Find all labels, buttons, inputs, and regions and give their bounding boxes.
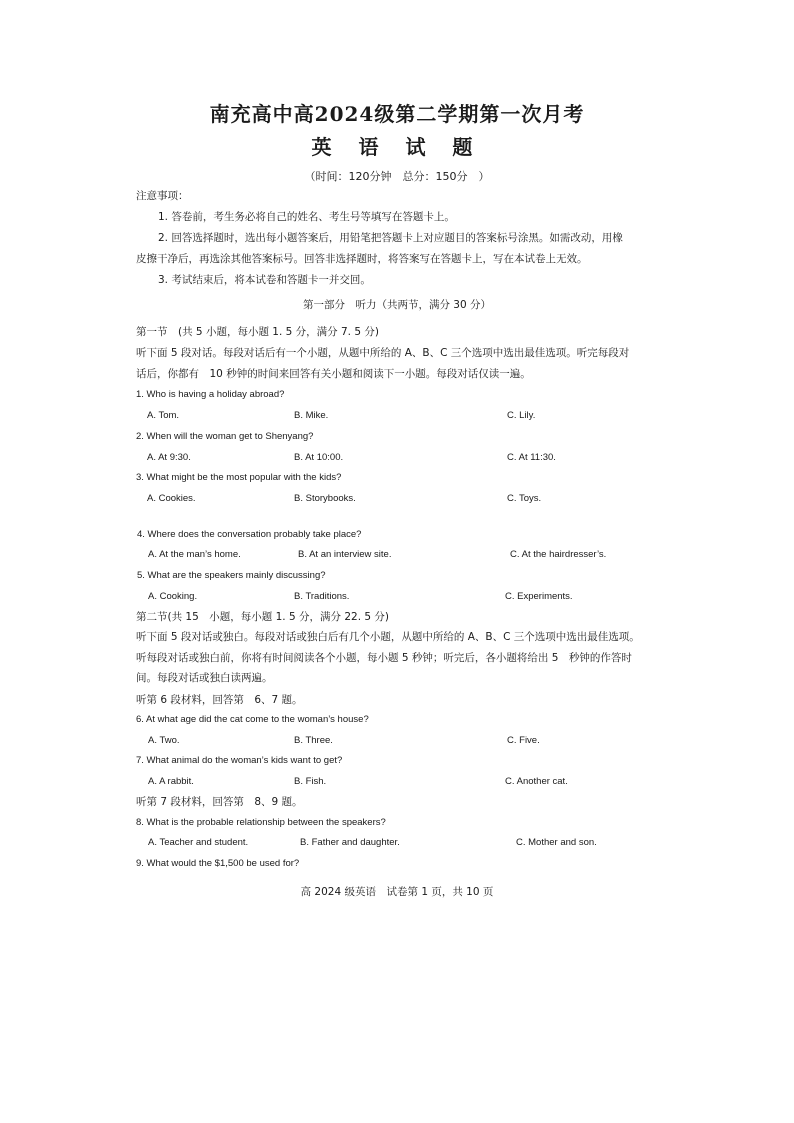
question-6-option-a: A. Two. [148, 735, 180, 746]
question-7-option-c: C. Another cat. [505, 776, 568, 787]
question-8-option-b: B. Father and daughter. [300, 837, 400, 848]
section2-instructions-a: 听下面 5 段对话或独白。每段对话或独白后有几个小题，从题中所给的 A、B、C 三个选项中选出最佳选项。 [136, 631, 640, 643]
question-8: 8. What is the probable relationship between the speakers? [136, 817, 386, 828]
question-4-option-c: C. At the hairdresser’s. [510, 549, 607, 560]
question-4-option-a: A. At the man’s home. [148, 549, 241, 560]
question-7-option-b: B. Fish. [294, 776, 327, 787]
question-1-option-c: C. Lily. [507, 410, 536, 421]
notice-item-2a: 2. 回答选择题时，选出每小题答案后，用铅笔把答题卡上对应题目的答案标号涂黑。如需改动，用橡 [158, 232, 623, 244]
section1-instructions-b: 话后，你都有 10 秒钟的时间来回答有关小题和阅读下一小题。每段对话仅读一遍。 [136, 368, 531, 380]
question-7: 7. What animal do the woman’s kids want to get? [136, 755, 343, 766]
part1-heading: 第一部分 听力（共两节，满分 30 分） [302, 299, 492, 311]
question-6-option-b: B. Three. [294, 735, 333, 746]
question-3-option-b: B. Storybooks. [294, 493, 356, 504]
question-2-option-c: C. At 11:30. [507, 452, 556, 463]
question-3: 3. What might be the most popular with the kids? [136, 472, 342, 483]
time-info: （时间：120分钟 总分：150分 ） [304, 170, 490, 183]
page-footer: 高 2024 级英语 试卷第 1 页，共 10 页 [300, 886, 494, 898]
section1-instructions-a: 听下面 5 段对话。每段对话后有一个小题，从题中所给的 A、B、C 三个选项中选出最佳选项。听完每段对 [136, 347, 630, 359]
question-9: 9. What would the $1,500 be used for? [136, 858, 300, 869]
question-5: 5. What are the speakers mainly discussing? [137, 570, 326, 581]
question-1: 1. Who is having a holiday abroad? [136, 389, 285, 400]
question-3-option-a: A. Cookies. [147, 493, 196, 504]
section2-instructions-b: 听每段对话或独白前，你将有时间阅读各个小题，每小题 5 秒钟；听完后，各小题将给出 5 秒钟的作答时 [136, 652, 632, 664]
notice-heading: 注意事项： [136, 190, 189, 202]
question-5-option-c: C. Experiments. [505, 591, 573, 602]
section2-instructions-c: 间。每段对话或独白读两遍。 [136, 672, 273, 684]
material-7-heading: 听第 7 段材料，回答第 8、9 题。 [136, 796, 303, 808]
question-5-option-a: A. Cooking. [148, 591, 198, 602]
question-2-option-b: B. At 10:00. [294, 452, 344, 463]
exam-subtitle: 英 语 试 题 [311, 135, 483, 159]
question-6-option-c: C. Five. [507, 735, 540, 746]
question-7-option-a: A. A rabbit. [148, 776, 194, 787]
material-6-heading: 听第 6 段材料，回答第 6、7 题。 [136, 694, 303, 706]
question-8-option-c: C. Mother and son. [516, 837, 597, 848]
section1-heading: 第一节 (共 5 小题，每小题 1. 5 分，满分 7. 5 分) [136, 326, 379, 338]
section2-heading: 第二节(共 15 小题，每小题 1. 5 分，满分 22. 5 分) [136, 611, 389, 623]
exam-title: 南充高中高2024级第二学期第一次月考 [209, 102, 585, 126]
question-1-option-b: B. Mike. [294, 410, 329, 421]
notice-item-3: 3. 考试结束后，将本试卷和答题卡一并交回。 [158, 274, 371, 286]
question-2-option-a: A. At 9:30. [147, 452, 191, 463]
notice-item-2b: 皮擦干净后，再选涂其他答案标号。回答非选择题时，将答案写在答题卡上，写在本试卷上无效。 [136, 253, 588, 265]
question-1-option-a: A. Tom. [147, 410, 180, 421]
question-2: 2. When will the woman get to Shenyang? [136, 431, 314, 442]
question-6: 6. At what age did the cat come to the woman’s house? [136, 714, 369, 725]
question-3-option-c: C. Toys. [507, 493, 542, 504]
question-4: 4. Where does the conversation probably take place? [137, 529, 362, 540]
question-4-option-b: B. At an interview site. [298, 549, 392, 560]
question-8-option-a: A. Teacher and student. [148, 837, 249, 848]
question-5-option-b: B. Traditions. [294, 591, 350, 602]
notice-item-1: 1. 答卷前，考生务必将自己的姓名、考生号等填写在答题卡上。 [158, 211, 455, 223]
